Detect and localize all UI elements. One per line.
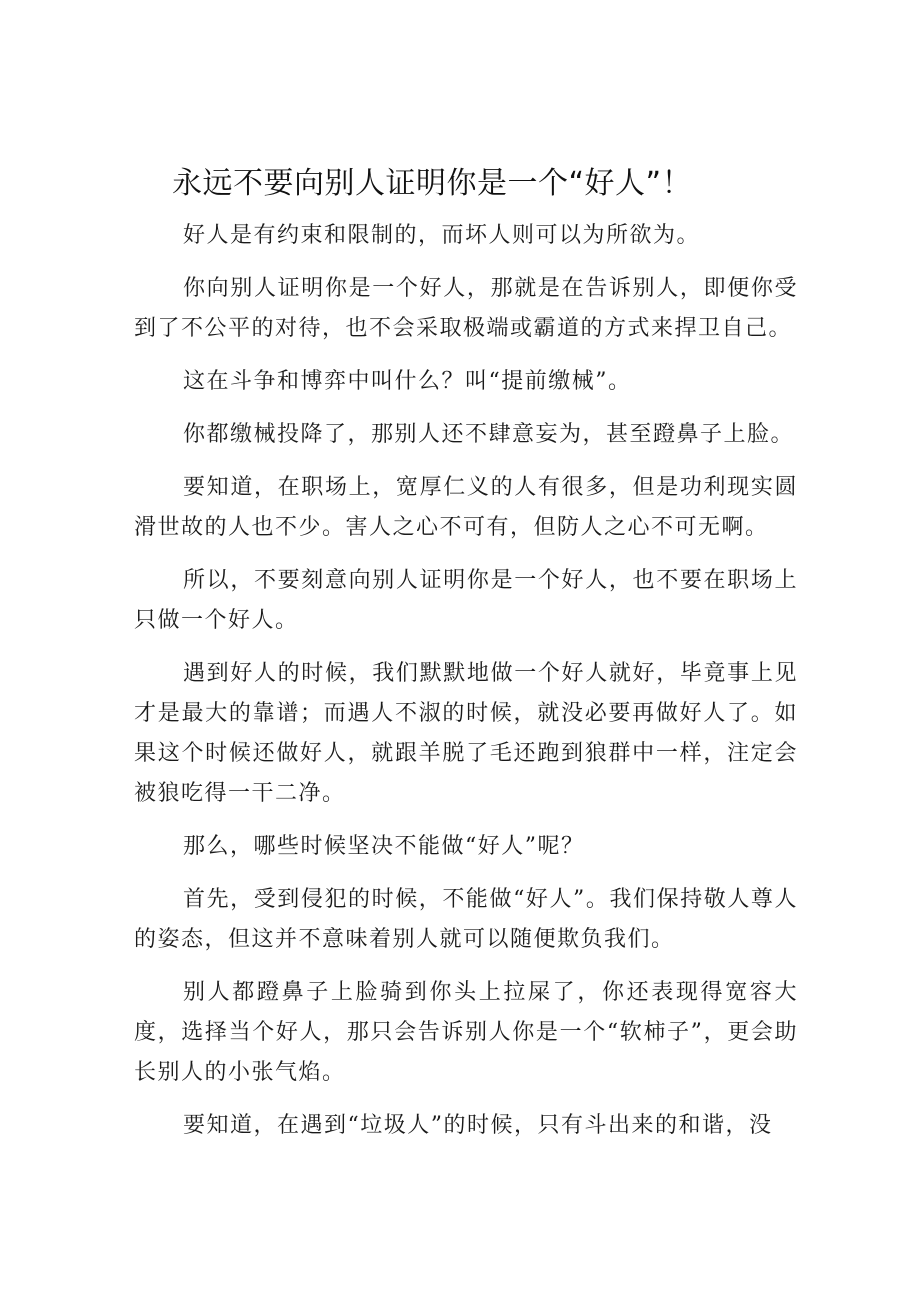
paragraph-1: 好人是有约束和限制的，而坏人则可以为所欲为。 <box>183 223 701 248</box>
paragraph-2: 你向别人证明你是一个好人，那就是在告诉别人，即便你受到了不公平的对待，也不会采取极端或霸道的方式来捍卫自己。 <box>134 276 798 341</box>
paragraph-5: 要知道，在职场上，宽厚仁义的人有很多，但是功利现实圆滑世故的人也不少。害人之心不可有，但防人之心不可无啊。 <box>134 475 798 540</box>
paragraph-4: 你都缴械投降了，那别人还不肆意妄为，甚至蹬鼻子上脸。 <box>183 422 795 447</box>
paragraph-10: 别人都蹬鼻子上脸骑到你头上拉屎了，你还表现得宽容大度，选择当个好人，那只会告诉别人你是一个“软柿子”，更会助长别人的小张气焰。 <box>134 980 798 1085</box>
document-body <box>134 216 798 1159</box>
paragraph-3: 这在斗争和博弈中叫什么？叫“提前缴械”。 <box>183 369 632 394</box>
paragraph-9: 首先，受到侵犯的时候，不能做“好人”。我们保持敬人尊人的姿态，但这并不意味着别人就可以随便欺负我们。 <box>134 887 798 952</box>
paragraph-8: 那么，哪些时候坚决不能做“好人”呢？ <box>183 834 585 859</box>
paragraph-11: 要知道，在遇到“垃圾人”的时候，只有斗出来的和谐，没 <box>183 1113 773 1138</box>
document-title: 永远不要向别人证明你是一个“好人”！ <box>172 166 693 201</box>
paragraph-6: 所以，不要刻意向别人证明你是一个好人，也不要在职场上只做一个好人。 <box>134 568 798 633</box>
paragraph-7: 遇到好人的时候，我们默默地做一个好人就好，毕竟事上见才是最大的靠谱；而遇人不淑的时候，就没必要再做好人了。如果这个时候还做好人，就跟羊脱了毛还跑到狼群中一样，注定会被狼吃得一干二净。 <box>134 661 798 806</box>
